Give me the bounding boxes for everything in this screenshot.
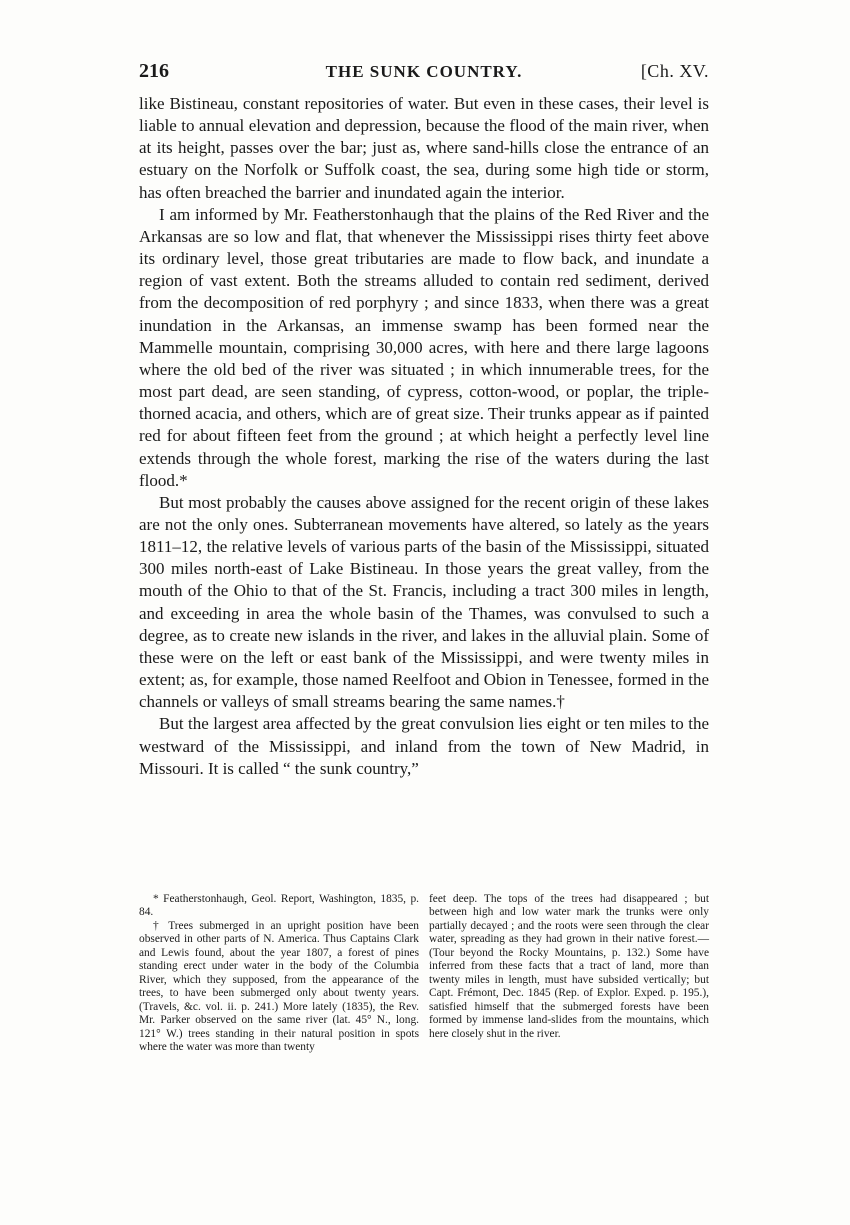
running-head: THE SUNK COUNTRY. — [325, 62, 523, 81]
page-number: 216 — [139, 60, 169, 82]
footnote-column-right — [429, 893, 709, 1054]
footnote: † Trees submerged in an upright position have been observed in other parts of N. America. Thus Captains Clark and Lewis found, about the year 1807, a forest of pines standing erect under water in the body of the Columbia River, which they supposed, from the appearance of the trees, to have been submerged only about twenty years. (Travels, &c. vol. ii. p. 241.) More lately (1835), the Rev. Mr. Parker observed on the same river (lat. 45° N., long. 121° W.) trees standing in their natural position in spots where the water was more than twenty — [139, 919, 419, 1053]
page-header — [139, 60, 709, 88]
footnote: * Featherstonhaugh, Geol. Report, Washington, 1835, p. 84. — [139, 893, 419, 919]
paragraph: like Bistineau, constant repositories of water. But even in these cases, their level is liable to annual elevation and depression, because the flood of the main river, when at its height, passes over the bar; just as, where sand-hills close the entrance of an estuary on the Norfolk or Suffolk coast, the sea, during some high tide or storm, has often breached the barrier and inundated again the interior. — [139, 94, 709, 202]
paragraph: But the largest area affected by the great convulsion lies eight or ten miles to the westward of the Mississippi, and inland from the town of New Madrid, in Missouri. It is called “ the sunk country,” — [139, 714, 709, 778]
body-text — [139, 93, 709, 780]
chapter-reference: [Ch. XV. — [640, 61, 709, 81]
paragraph: But most probably the causes above assigned for the recent origin of these lakes are not the only ones. Subterranean movements have altered, so lately as the years 1811–12, the relative levels of various parts of the basin of the Mississippi, situated 300 miles north-east of Lake Bistineau. In those years the great valley, from the mouth of the Ohio to that of the St. Francis, including a tract 300 miles in length, and exceeding in area the whole basin of the Thames, was convulsed to such a degree, as to create new islands in the river, and lakes in the alluvial plain. Some of these were on the left or east bank of the Mississippi, and were twenty miles in extent; as, for example, those named Reelfoot and Obion in Tenessee, formed in the channels or valleys of small streams bearing the same names.† — [139, 492, 709, 712]
paragraph: I am informed by Mr. Featherstonhaugh that the plains of the Red River and the Arkansas are so low and flat, that whenever the Mississippi rises thirty feet above its ordinary level, those great tributaries are made to flow back, and inundate a region of vast extent. Both the streams alluded to contain red sediment, derived from the decomposition of red porphyry ; and since 1833, when there was a great inundation in the Arkansas, an immense swamp has been formed near the Mammelle mountain, comprising 30,000 acres, with here and there large lagoons where the old bed of the river was situated ; in which innumerable trees, for the most part dead, are seen standing, of cypress, cotton-wood, or poplar, the triple-thorned acacia, and others, which are of great size. Their trunks appear as if painted red for about fifteen feet from the ground ; at which height a perfectly level line extends through the whole forest, marking the rise of the waters during the last flood.* — [139, 204, 709, 490]
footnote-continuation: feet deep. The tops of the trees had disappeared ; but between high and low water mark the trunks were only partially decayed ; and the roots were seen through the clear water, spreading as they had grown in their native forest.— (Tour beyond the Rocky Mountains, p. 132.) Some have inferred from these facts that a tract of land, more than twenty miles in length, must have subsided vertically; but Capt. Frémont, Dec. 1845 (Rep. of Explor. Exped. p. 195.), satisfied himself that the submerged forests have been formed by immense land-slides from the mountains, which here closely shut in the river. — [429, 893, 709, 1040]
footnotes — [139, 893, 709, 1054]
footnote-column-left — [139, 893, 419, 1054]
